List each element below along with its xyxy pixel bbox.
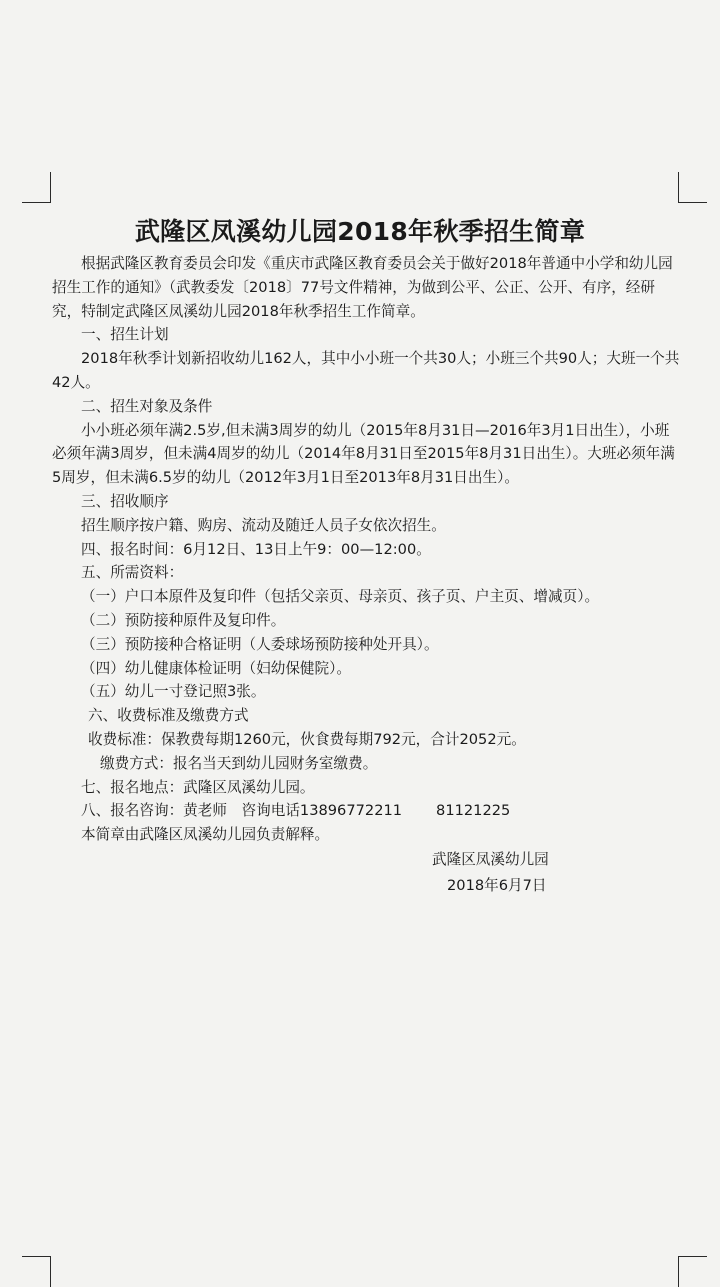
closing-note: 本简章由武隆区凤溪幼儿园负责解释。 [81, 826, 330, 844]
document-title: 武隆区凤溪幼儿园2018年秋季招生简章 [134, 217, 586, 246]
section-8 [52, 799, 682, 823]
fee-standard: 收费标准：保教费每期1260元，伙食费每期792元，合计2052元。 [88, 730, 526, 748]
section-7-text: 七、报名地点：武隆区凤溪幼儿园。 [81, 778, 315, 796]
section-1-heading: 一、招生计划 [81, 326, 169, 344]
section-2-heading: 二、招生对象及条件 [81, 397, 213, 415]
section-1-text: 2018年秋季计划新招收幼儿162人，其中小小班一个共30人；小班三个共90人；大班一个共42人。 [52, 350, 680, 391]
document-body [52, 252, 682, 847]
consult-info: 八、报名咨询：黄老师 咨询电话13896772211 [81, 802, 403, 820]
signature-org: 武隆区凤溪幼儿园 [432, 851, 549, 868]
intro-paragraph: 根据武隆区教育委员会印发《重庆市武隆区教育委员会关于做好2018年普通中小学和幼儿园招生工作的通知》（武教委发〔2018〕77号文件精神，为做到公平、公正、公开、有序，经研究，特制定武隆区凤溪幼儿园2018年秋季招生工作简章。 [52, 255, 673, 320]
material-item: （二）预防接种原件及复印件。 [81, 611, 286, 629]
payment-method: 缴费方式：报名当天到幼儿园财务室缴费。 [100, 754, 378, 772]
section-6-heading: 六、收费标准及缴费方式 [88, 707, 249, 725]
material-item: （四）幼儿健康体检证明（妇幼保健院）。 [81, 659, 351, 677]
consult-phone-2: 81121225 [436, 802, 511, 820]
crop-mark-top-left [22, 172, 51, 203]
section-5-heading: 五、所需资料： [81, 564, 184, 582]
section-3-heading: 三、招收顺序 [81, 492, 169, 510]
material-item: （一）户口本原件及复印件（包括父亲页、母亲页、孩子页、户主页、增减页）。 [81, 588, 600, 606]
section-2-text: 小小班必须年满2.5岁,但未满3周岁的幼儿（2015年8月31日—2016年3月1日出生），小班必须年满3周岁，但未满4周岁的幼儿（2014年8月31日至2015年8月31日出生）。大班必须年满5周岁，但未满6.5岁的幼儿（2012年3月1日至2013年8月31日出生）。 [52, 421, 675, 487]
crop-mark-bottom-right [678, 1256, 707, 1287]
section-3-text: 招生顺序按户籍、购房、流动及随迁人员子女依次招生。 [81, 516, 446, 534]
signature-date: 2018年6月7日 [447, 877, 547, 894]
section-4-text: 四、报名时间：6月12日、13日上午9：00—12:00。 [81, 540, 431, 558]
crop-mark-bottom-left [22, 1256, 51, 1287]
crop-mark-top-right [678, 172, 707, 203]
material-item: （五）幼儿一寸登记照3张。 [81, 683, 266, 701]
material-item: （三）预防接种合格证明（人委球场预防接种处开具）。 [81, 635, 439, 653]
